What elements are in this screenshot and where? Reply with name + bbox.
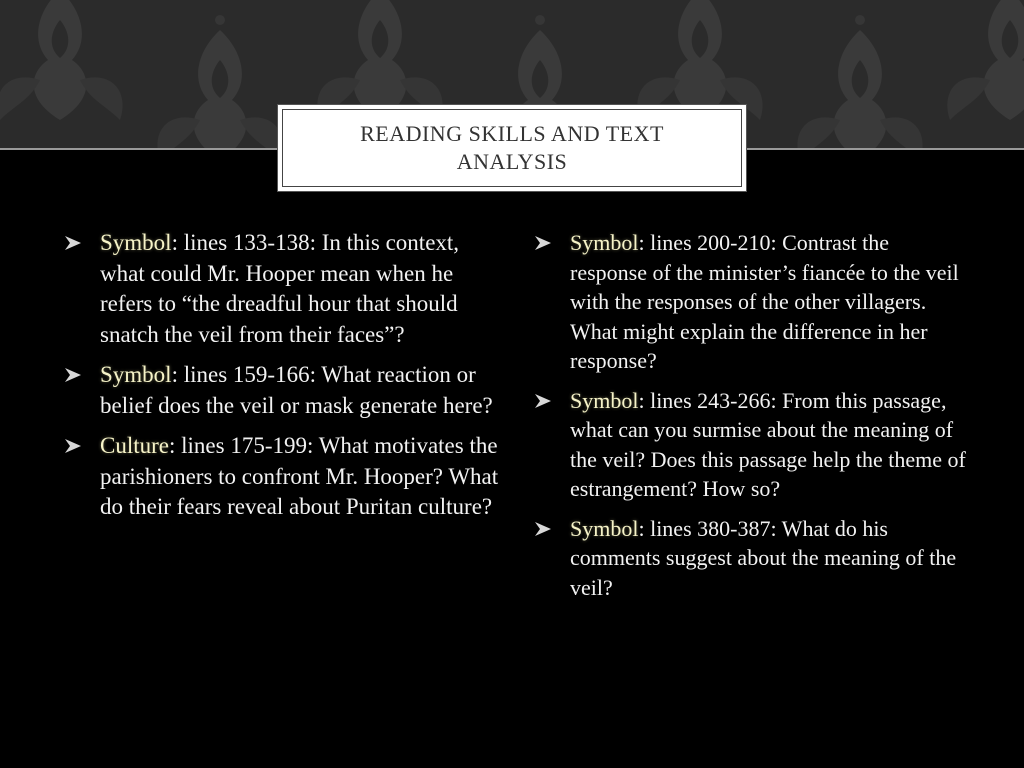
- list-item: [60, 228, 500, 350]
- item-term: Symbol: [100, 230, 172, 255]
- left-column: [60, 228, 500, 533]
- item-term: Symbol: [100, 362, 172, 387]
- list-item: [530, 514, 970, 603]
- item-text: : lines 175-199: What motivates the parishioners to confront Mr. Hooper? What do their fears reveal about Puritan culture?: [100, 433, 499, 519]
- list-item: [60, 360, 500, 421]
- title-frame: [282, 109, 742, 187]
- item-term: Culture: [100, 433, 169, 458]
- page-title: READING SKILLS AND TEXT ANALYSIS: [360, 121, 664, 174]
- arrow-chevron-icon: [64, 438, 82, 454]
- arrow-chevron-icon: [534, 235, 552, 251]
- item-term: Symbol: [570, 387, 639, 413]
- arrow-chevron-icon: [534, 521, 552, 537]
- list-item: [60, 431, 500, 523]
- item-text: : lines 200-210: Contrast the response of the minister’s fiancée to the veil with the responses of the other villagers. What might explain the difference in her response?: [570, 230, 959, 373]
- item-text: : lines 380-387: What do his comments suggest about the meaning of the veil?: [570, 515, 957, 600]
- item-term: Symbol: [570, 230, 639, 255]
- item-text: : lines 159-166: What reaction or belief does the veil or mask generate here?: [100, 362, 493, 418]
- arrow-chevron-icon: [534, 393, 552, 409]
- item-text: : lines 133-138: In this context, what could Mr. Hooper mean when he refers to “the dreadful hour that should snatch the veil from their faces”?: [100, 230, 460, 347]
- list-item: [530, 228, 970, 376]
- arrow-chevron-icon: [64, 235, 82, 251]
- arrow-chevron-icon: [64, 367, 82, 383]
- item-term: Symbol: [570, 515, 639, 541]
- right-column: [530, 228, 970, 612]
- item-text: : lines 243-266: From this passage, what can you surmise about the meaning of the veil? Does this passage help the theme of estrangement? How so?: [570, 387, 966, 501]
- list-item: [530, 386, 970, 504]
- title-box: [277, 104, 747, 192]
